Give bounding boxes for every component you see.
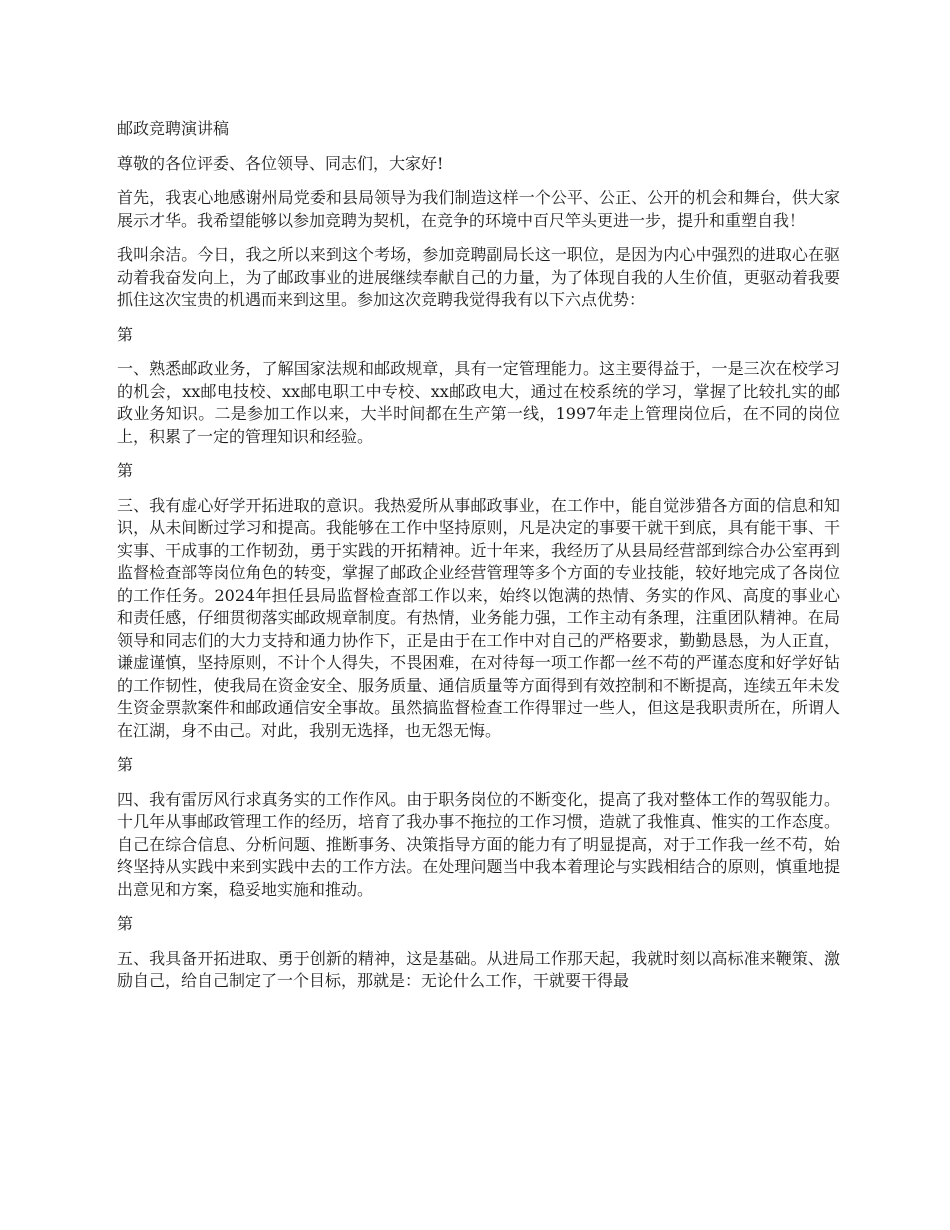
body-paragraph: 四、我有雷厉风行求真务实的工作作风。由于职务岗位的不断变化，提高了我对整体工作的驾驭能力。十几年从事邮政管理工作的经历，培育了我办事不拖拉的工作习惯，造就了我惟真、惟实的工作态度。自己在综合信息、分析问题、推断事务、决策指导方面的能力有了明显提高，对于工作我一丝不苟，始终坚持从实践中来到实践中去的工作方法。在处理问题当中我本着理论与实践相结合的原则，慎重地提出意见和方案，稳妥地实施和推动。 <box>117 789 840 899</box>
section-marker: 第 <box>117 914 134 933</box>
body-paragraph: 我叫余洁。今日，我之所以来到这个考场，参加竞聘副局长这一职位，是因为内心中强烈的进取心在驱动着我奋发向上，为了邮政事业的进展继续奉献自己的力量，为了体现自我的人生价值，更驱动着我要抓住这次宝贵的机遇而来到这里。参加这次竞聘我觉得我有以下六点优势： <box>117 245 840 309</box>
document-page <box>117 118 840 1005</box>
body-paragraph: 首先，我衷心地感谢州局党委和县局领导为我们制造这样一个公平、公正、公开的机会和舞台，供大家展示才华。我希望能够以参加竞聘为契机，在竞争的环境中百尺竿头更进一步，提升和重塑自我！ <box>117 188 840 230</box>
document-title: 邮政竞聘演讲稿 <box>117 119 230 138</box>
section-marker: 第 <box>117 755 134 774</box>
section-marker: 第 <box>117 324 134 344</box>
section-marker: 第 <box>117 461 134 480</box>
greeting-paragraph: 尊敬的各位评委、各位领导、同志们，大家好! <box>117 153 444 173</box>
body-paragraph: 三、我有虚心好学开拓进取的意识。我热爱所从事邮政事业，在工作中，能自觉涉猎各方面的信息和知识，从未间断过学习和提高。我能够在工作中坚持原则，凡是决定的事要干就干到底，具有能干事、干实事、干成事的工作韧劲，勇于实践的开拓精神。近十年来，我经历了从县局经营部到综合办公室再到监督检查部等岗位角色的转变，掌握了邮政企业经营管理等多个方面的专业技能，较好地完成了各岗位的工作任务。2024年担任县局监督检查部工作以来，始终以饱满的热情、务实的作风、高度的事业心和责任感，仔细贯彻落实邮政规章制度。有热情，业务能力强，工作主动有条理，注重团队精神。在局领导和同志们的大力支持和通力协作下，正是由于在工作中对自己的严格要求，勤勤恳恳，为人正直，谦虚谨慎，坚持原则，不计个人得失，不畏困难，在对待每一项工作都一丝不苟的严谨态度和好学好钻的工作韧性，使我局在资金安全、服务质量、通信质量等方面得到有效控制和不断提高，连续五年未发生资金票款案件和邮政通信安全事故。虽然搞监督检查工作得罪过一些人，但这是我职责所在，所谓人在江湖，身不由己。对此，我别无选择，也无怨无悔。 <box>117 495 840 740</box>
body-paragraph: 五、我具备开拓进取、勇于创新的精神，这是基础。从进局工作那天起，我就时刻以高标准来鞭策、激励自己，给自己制定了一个目标，那就是：无论什么工作，干就要干得最 <box>117 948 840 990</box>
body-paragraph: 一、熟悉邮政业务，了解国家法规和邮政规章，具有一定管理能力。这主要得益于，一是三次在校学习的机会，xx邮电技校、xx邮电职工中专校、xx邮政电大，通过在校系统的学习，掌握了比较扎实的邮政业务知识。二是参加工作以来，大半时间都在生产第一线，1997年走上管理岗位后，在不同的岗位上，积累了一定的管理知识和经验。 <box>117 359 840 446</box>
